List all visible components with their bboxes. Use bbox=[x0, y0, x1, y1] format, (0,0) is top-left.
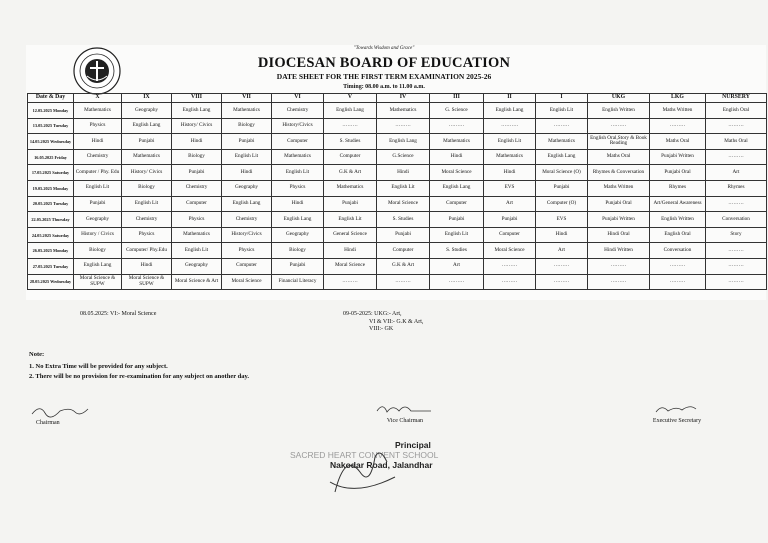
subject-cell: ……… bbox=[706, 274, 767, 290]
subject-cell: History/ Civics bbox=[122, 165, 172, 181]
table-row bbox=[28, 258, 767, 274]
subject-cell: English Lang bbox=[484, 103, 536, 119]
date-cell: 27.05.2025 Tuesday bbox=[28, 258, 74, 274]
table-row bbox=[28, 274, 767, 290]
subject-cell: ……… bbox=[650, 274, 706, 290]
date-cell: 13.05.2025 Tuesday bbox=[28, 118, 74, 134]
subject-cell: English Lit bbox=[430, 227, 484, 243]
signature-scribble bbox=[375, 402, 435, 416]
subject-cell: Geography bbox=[172, 258, 222, 274]
subject-cell: English Lang bbox=[74, 258, 122, 274]
subject-cell: Financial Literacy bbox=[272, 274, 324, 290]
subject-cell: ……… bbox=[536, 258, 588, 274]
subject-cell: English Oral bbox=[706, 103, 767, 119]
column-header: III bbox=[430, 94, 484, 103]
chairman-label: Chairman bbox=[36, 420, 60, 426]
date-cell: 17.05.2025 Saturday bbox=[28, 165, 74, 181]
date-cell: 26.05.2025 Monday bbox=[28, 243, 74, 259]
subject-cell: English Lit bbox=[536, 103, 588, 119]
subject-cell: Punjabi bbox=[222, 134, 272, 150]
extra-exam-right bbox=[343, 311, 423, 334]
subject-cell: ……… bbox=[377, 118, 430, 134]
subject-cell: Mathematics bbox=[172, 227, 222, 243]
page-title: DIOCESAN BOARD OF EDUCATION bbox=[257, 55, 511, 71]
subject-cell: Geography bbox=[74, 212, 122, 228]
subject-cell: English Oral bbox=[650, 227, 706, 243]
subject-cell: English Oral,Story & Book Reading bbox=[588, 134, 650, 150]
column-header: X bbox=[74, 94, 122, 103]
subject-cell: English Lit bbox=[74, 180, 122, 196]
subject-cell: Conversation bbox=[706, 212, 767, 228]
vice-chairman-label: Vice Chairman bbox=[386, 418, 424, 424]
subject-cell: English Lit bbox=[272, 165, 324, 181]
subject-cell: Computer bbox=[377, 243, 430, 259]
subject-cell: Computer / Phy. Edu bbox=[74, 165, 122, 181]
extra-line: 09-05-2025: UKG:- Art, bbox=[343, 311, 402, 317]
subject-cell: Computer bbox=[222, 258, 272, 274]
subject-cell: ……… bbox=[706, 243, 767, 259]
subject-cell: ……… bbox=[588, 258, 650, 274]
column-header: UKG bbox=[588, 94, 650, 103]
subject-cell: Mathematics bbox=[74, 103, 122, 119]
column-header: VIII bbox=[172, 94, 222, 103]
subject-cell: Chemistry bbox=[122, 212, 172, 228]
subject-cell: Computer bbox=[484, 227, 536, 243]
subject-cell: English Lang bbox=[172, 103, 222, 119]
subject-cell: ……… bbox=[324, 274, 377, 290]
subject-cell: Computer (O) bbox=[536, 196, 588, 212]
subject-cell: G.Science bbox=[377, 149, 430, 165]
subject-cell: Biology bbox=[122, 180, 172, 196]
subject-cell: Punjabi bbox=[377, 227, 430, 243]
subject-cell: Maths Oral bbox=[650, 134, 706, 150]
extra-exam-left: 08.05.2025: VI:- Moral Science bbox=[80, 311, 157, 317]
subject-cell: Computer bbox=[272, 134, 324, 150]
subject-cell: History / Civics bbox=[74, 227, 122, 243]
extra-line: VI & VII:- G.K & Art, bbox=[369, 318, 424, 325]
subject-cell: Computer bbox=[172, 196, 222, 212]
subject-cell: Rhymes bbox=[650, 180, 706, 196]
executive-secretary-label: Executive Secretary bbox=[652, 418, 702, 424]
table-row bbox=[28, 149, 767, 165]
subject-cell: Biology bbox=[74, 243, 122, 259]
subject-cell: Physics bbox=[222, 243, 272, 259]
subject-cell: ……… bbox=[706, 258, 767, 274]
date-cell: 24.05.2025 Saturday bbox=[28, 227, 74, 243]
subject-cell: Moral Science & Art bbox=[172, 274, 222, 290]
table-header-row bbox=[28, 94, 767, 103]
subject-cell: Geography bbox=[272, 227, 324, 243]
subject-cell: ……… bbox=[588, 118, 650, 134]
subject-cell: Rhymes bbox=[706, 180, 767, 196]
subject-cell: Hindi bbox=[74, 134, 122, 150]
subject-cell: English Lang bbox=[122, 118, 172, 134]
subject-cell: Mathematics bbox=[272, 149, 324, 165]
subject-cell: Maths Oral bbox=[588, 149, 650, 165]
note-item: 2. There will be no provision for re-examination for any subject on another day. bbox=[29, 373, 249, 380]
subject-cell: Physics bbox=[122, 227, 172, 243]
subject-cell: ……… bbox=[706, 118, 767, 134]
subject-cell: Computer bbox=[324, 149, 377, 165]
date-cell: 28.05.2025 Wednesday bbox=[28, 274, 74, 290]
subject-cell: English Written bbox=[650, 212, 706, 228]
subject-cell: Moral Science bbox=[430, 165, 484, 181]
date-cell: 12.05.2025 Monday bbox=[28, 103, 74, 119]
stamp-address: Nakodar Road, Jalandhar bbox=[330, 460, 433, 470]
subject-cell: Punjabi Oral bbox=[588, 196, 650, 212]
subject-cell: Maths Written bbox=[588, 180, 650, 196]
subject-cell: Mathematics bbox=[122, 149, 172, 165]
subject-cell: English Lang bbox=[324, 103, 377, 119]
subject-cell: Punjabi Written bbox=[650, 149, 706, 165]
subject-cell: ……… bbox=[706, 149, 767, 165]
table-row bbox=[28, 212, 767, 228]
subject-cell: Mathematics bbox=[430, 134, 484, 150]
subject-cell: Hindi bbox=[430, 149, 484, 165]
date-cell: 14.05.2025 Wednesday bbox=[28, 134, 74, 150]
subject-cell: Moral Science bbox=[484, 243, 536, 259]
date-cell: 20.05.2025 Tuesday bbox=[28, 196, 74, 212]
subject-cell: Physics bbox=[172, 212, 222, 228]
exam-timing: Timing: 08.00 a.m. to 11.00 a.m. bbox=[343, 84, 425, 90]
table-row bbox=[28, 165, 767, 181]
subject-cell: Punjabi bbox=[430, 212, 484, 228]
subject-cell: Computer bbox=[430, 196, 484, 212]
subject-cell: Chemistry bbox=[74, 149, 122, 165]
subject-cell: Art bbox=[484, 196, 536, 212]
subject-cell: Hindi bbox=[222, 165, 272, 181]
subject-cell: ……… bbox=[706, 196, 767, 212]
subject-cell: Art bbox=[536, 243, 588, 259]
chairman-signature bbox=[30, 404, 90, 426]
subject-cell: Moral Science (O) bbox=[536, 165, 588, 181]
column-header: V bbox=[324, 94, 377, 103]
subject-cell: English Lit bbox=[172, 243, 222, 259]
motto: "Towards Wisdom and Grace" bbox=[353, 46, 415, 51]
subject-cell: Art/General Awareness bbox=[650, 196, 706, 212]
column-header: II bbox=[484, 94, 536, 103]
subject-cell: History/Civics bbox=[222, 227, 272, 243]
table-row bbox=[28, 227, 767, 243]
table-row bbox=[28, 134, 767, 150]
subject-cell: Story bbox=[706, 227, 767, 243]
column-header: VII bbox=[222, 94, 272, 103]
extra-line: VIII:- GK bbox=[369, 326, 394, 332]
subject-cell: Chemistry bbox=[172, 180, 222, 196]
page-subtitle: DATE SHEET FOR THE FIRST TERM EXAMINATION 2025-26 bbox=[276, 72, 492, 81]
subject-cell: Biology bbox=[222, 118, 272, 134]
subject-cell: Moral Science & SUPW bbox=[122, 274, 172, 290]
column-header: IV bbox=[377, 94, 430, 103]
subject-cell: Mathematics bbox=[536, 134, 588, 150]
subject-cell: ……… bbox=[588, 274, 650, 290]
subject-cell: History/Civics bbox=[272, 118, 324, 134]
subject-cell: ……… bbox=[377, 274, 430, 290]
subject-cell: Chemistry bbox=[272, 103, 324, 119]
subject-cell: Hindi Written bbox=[588, 243, 650, 259]
subject-cell: English Lit bbox=[324, 212, 377, 228]
subject-cell: Mathematics bbox=[377, 103, 430, 119]
subject-cell: Mathematics bbox=[324, 180, 377, 196]
table-row bbox=[28, 118, 767, 134]
subject-cell: Mathematics bbox=[222, 103, 272, 119]
subject-cell: Punjabi bbox=[272, 258, 324, 274]
subject-cell: ……… bbox=[430, 274, 484, 290]
subject-cell: ……… bbox=[430, 118, 484, 134]
date-cell: 22.05.2025 Thursday bbox=[28, 212, 74, 228]
subject-cell: Punjabi bbox=[172, 165, 222, 181]
signature-scribble bbox=[652, 402, 702, 416]
date-sheet-table bbox=[27, 93, 767, 290]
subject-cell: Punjabi bbox=[536, 180, 588, 196]
subject-cell: Punjabi Oral bbox=[650, 165, 706, 181]
subject-cell: Maths Oral bbox=[706, 134, 767, 150]
subject-cell: S. Studies bbox=[377, 212, 430, 228]
subject-cell: Maths Written bbox=[650, 103, 706, 119]
notes-section bbox=[29, 350, 249, 382]
subject-cell: Hindi bbox=[324, 243, 377, 259]
subject-cell: Punjabi bbox=[74, 196, 122, 212]
subject-cell: EVS bbox=[484, 180, 536, 196]
subject-cell: Physics bbox=[272, 180, 324, 196]
subject-cell: ……… bbox=[484, 258, 536, 274]
subject-cell: English Lang bbox=[222, 196, 272, 212]
subject-cell: ……… bbox=[650, 258, 706, 274]
subject-cell: G.K & Art bbox=[377, 258, 430, 274]
subject-cell: English Lit bbox=[484, 134, 536, 150]
subject-cell: Hindi bbox=[377, 165, 430, 181]
subject-cell: Biology bbox=[172, 149, 222, 165]
date-cell: 16.05.2025 Friday bbox=[28, 149, 74, 165]
subject-cell: Art bbox=[430, 258, 484, 274]
subject-cell: Rhymes & Conversation bbox=[588, 165, 650, 181]
table-row bbox=[28, 180, 767, 196]
subject-cell: ……… bbox=[484, 274, 536, 290]
table-row bbox=[28, 196, 767, 212]
subject-cell: Hindi bbox=[536, 227, 588, 243]
subject-cell: Hindi bbox=[172, 134, 222, 150]
subject-cell: Geography bbox=[122, 103, 172, 119]
column-header: Date & Day bbox=[28, 94, 74, 103]
subject-cell: Punjabi Written bbox=[588, 212, 650, 228]
subject-cell: ……… bbox=[536, 118, 588, 134]
subject-cell: Conversation bbox=[650, 243, 706, 259]
column-header: I bbox=[536, 94, 588, 103]
subject-cell: English Lit bbox=[377, 180, 430, 196]
subject-cell: Art bbox=[706, 165, 767, 181]
subject-cell: Biology bbox=[272, 243, 324, 259]
subject-cell: ……… bbox=[324, 118, 377, 134]
subject-cell: Moral Science & SUPW bbox=[74, 274, 122, 290]
subject-cell: English Lang bbox=[430, 180, 484, 196]
table-row bbox=[28, 243, 767, 259]
date-cell: 19.05.2025 Monday bbox=[28, 180, 74, 196]
subject-cell: English Lang bbox=[536, 149, 588, 165]
column-header: LKG bbox=[650, 94, 706, 103]
stamp-principal: Principal bbox=[395, 440, 431, 450]
subject-cell: S. Studies bbox=[430, 243, 484, 259]
subject-cell: ……… bbox=[650, 118, 706, 134]
subject-cell: English Lit bbox=[122, 196, 172, 212]
subject-cell: Hindi bbox=[272, 196, 324, 212]
subject-cell: G. Science bbox=[430, 103, 484, 119]
subject-cell: Physics bbox=[74, 118, 122, 134]
note-item: 1. No Extra Time will be provided for any subject. bbox=[29, 363, 168, 370]
subject-cell: Moral Science bbox=[222, 274, 272, 290]
subject-cell: Punjabi bbox=[484, 212, 536, 228]
subject-cell: Chemistry bbox=[222, 212, 272, 228]
subject-cell: Hindi bbox=[484, 165, 536, 181]
subject-cell: English Lang bbox=[272, 212, 324, 228]
subject-cell: ………. bbox=[484, 118, 536, 134]
subject-cell: Mathematics bbox=[484, 149, 536, 165]
subject-cell: General Science bbox=[324, 227, 377, 243]
subject-cell: Computer/ Phy.Edu bbox=[122, 243, 172, 259]
subject-cell: English Lang bbox=[377, 134, 430, 150]
subject-cell: EVS bbox=[536, 212, 588, 228]
column-header: NURSERY bbox=[706, 94, 767, 103]
notes-heading: Note: bbox=[29, 351, 45, 358]
subject-cell: Punjabi bbox=[324, 196, 377, 212]
signature-scribble bbox=[30, 404, 90, 418]
subject-cell: S. Studies bbox=[324, 134, 377, 150]
table-row bbox=[28, 103, 767, 119]
subject-cell: Moral Science bbox=[377, 196, 430, 212]
subject-cell: ……… bbox=[536, 274, 588, 290]
executive-secretary-signature bbox=[652, 402, 702, 424]
subject-cell: English Lit bbox=[222, 149, 272, 165]
subject-cell: Geography bbox=[222, 180, 272, 196]
column-header: VI bbox=[272, 94, 324, 103]
subject-cell: Punjabi bbox=[122, 134, 172, 150]
subject-cell: Hindi Oral bbox=[588, 227, 650, 243]
subject-cell: History/ Civics bbox=[172, 118, 222, 134]
subject-cell: G.K & Art bbox=[324, 165, 377, 181]
subject-cell: Moral Science bbox=[324, 258, 377, 274]
principal-signature-scribble bbox=[325, 442, 400, 502]
column-header: IX bbox=[122, 94, 172, 103]
subject-cell: English Written bbox=[588, 103, 650, 119]
stamp-school: SACRED HEART CONVENT SCHOOL bbox=[290, 450, 439, 460]
vice-chairman-signature bbox=[375, 402, 435, 424]
subject-cell: Hindi bbox=[122, 258, 172, 274]
